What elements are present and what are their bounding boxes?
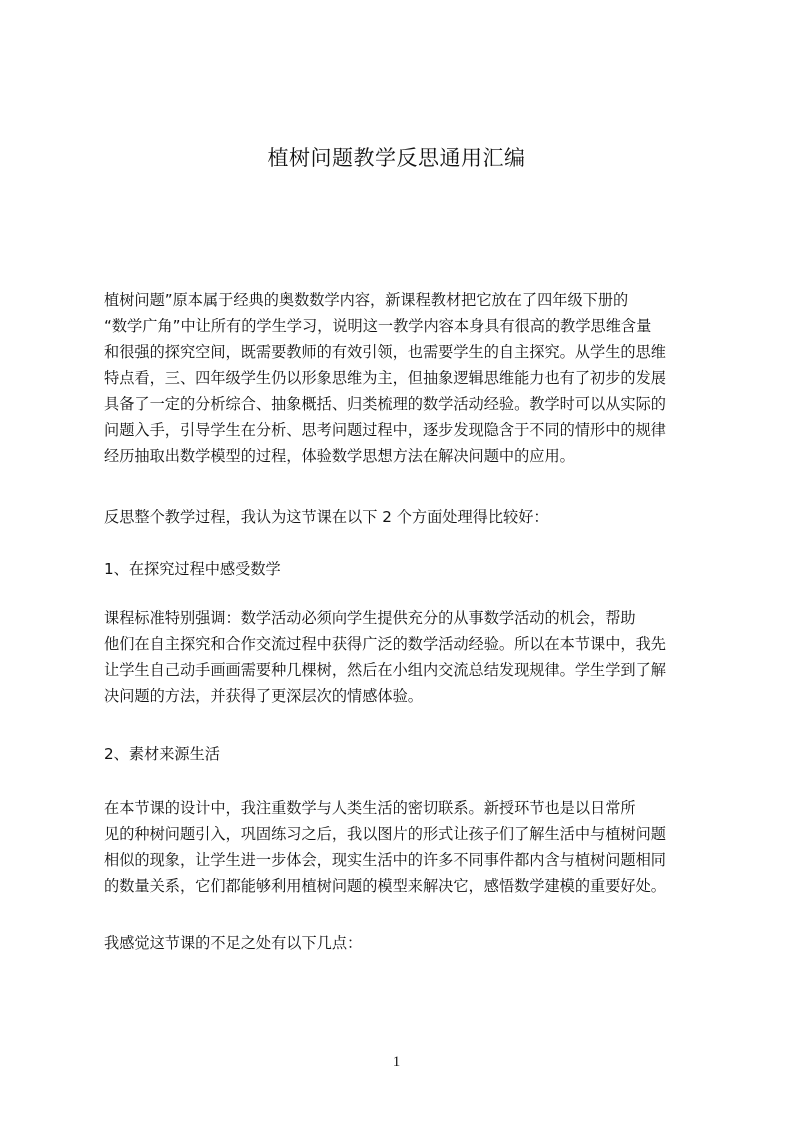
section-heading-2 xyxy=(104,741,700,767)
heading-text: 2、素材来源生活 xyxy=(104,745,220,763)
paragraph-shortcomings xyxy=(104,930,700,956)
text-line: 见的种树问题引入，巩固练习之后，我以图片的形式让孩子们了解生活中与植树问题 xyxy=(104,825,666,843)
page-number: 1 xyxy=(392,1054,401,1070)
document-title: 植树问题教学反思通用汇编 xyxy=(267,146,526,170)
text-line: 决问题的方法，并获得了更深层次的情感体验。 xyxy=(104,687,423,705)
text-line: 课程标准特别强调：数学活动必须向学生提供充分的从事数学活动的机会，帮助 xyxy=(104,609,636,627)
text-line: 和很强的探究空间，既需要教师的有效引领，也需要学生的自主探究。从学生的思维 xyxy=(104,343,666,361)
text-line: “数学广角”中让所有的学生学习，说明这一教学内容本身具有很高的教学思维含量 xyxy=(104,317,652,335)
text-line: 让学生自己动手画画需要种几棵树，然后在小组内交流总结发现规律。学生学到了解 xyxy=(104,661,666,679)
text-line: 具备了一定的分析综合、抽象概括、归类梳理的数学活动经验。教学时可以从实际的 xyxy=(104,395,666,413)
heading-text: 1、在探究过程中感受数学 xyxy=(104,560,281,578)
text-line: 他们在自主探究和合作交流过程中获得广泛的数学活动经验。所以在本节课中，我先 xyxy=(104,635,666,653)
text-line: 的数量关系，它们都能够利用植树问题的模型来解决它，感悟数学建模的重要好处。 xyxy=(104,877,666,895)
text-line: 特点看，三、四年级学生仍以形象思维为主，但抽象逻辑思维能力也有了初步的发展 xyxy=(104,369,666,387)
text-line: 问题入手，引导学生在分析、思考问题过程中，逐步发现隐含于不同的情形中的规律 xyxy=(104,421,666,439)
text-line: 在本节课的设计中，我注重数学与人类生活的密切联系。新授环节也是以日常所 xyxy=(104,799,636,817)
text-line: 反思整个教学过程，我认为这节课在以下 2 个方面处理得比较好： xyxy=(104,508,549,526)
text-line: 植树问题”原本属于经典的奥数数学内容，新课程教材把它放在了四年级下册的 xyxy=(104,291,629,309)
text-line: 我感觉这节课的不足之处有以下几点： xyxy=(104,934,363,952)
text-line: 相似的现象，让学生进一步体会，现实生活中的许多不同事件都内含与植树问题相同 xyxy=(104,851,666,869)
paragraph-intro xyxy=(104,287,700,469)
paragraph-section-2 xyxy=(104,795,700,899)
text-line: 经历抽取出数学模型的过程，体验数学思想方法在解决问题中的应用。 xyxy=(104,447,575,465)
paragraph-reflection xyxy=(104,504,700,530)
paragraph-section-1 xyxy=(104,605,700,709)
section-heading-1 xyxy=(104,556,700,582)
